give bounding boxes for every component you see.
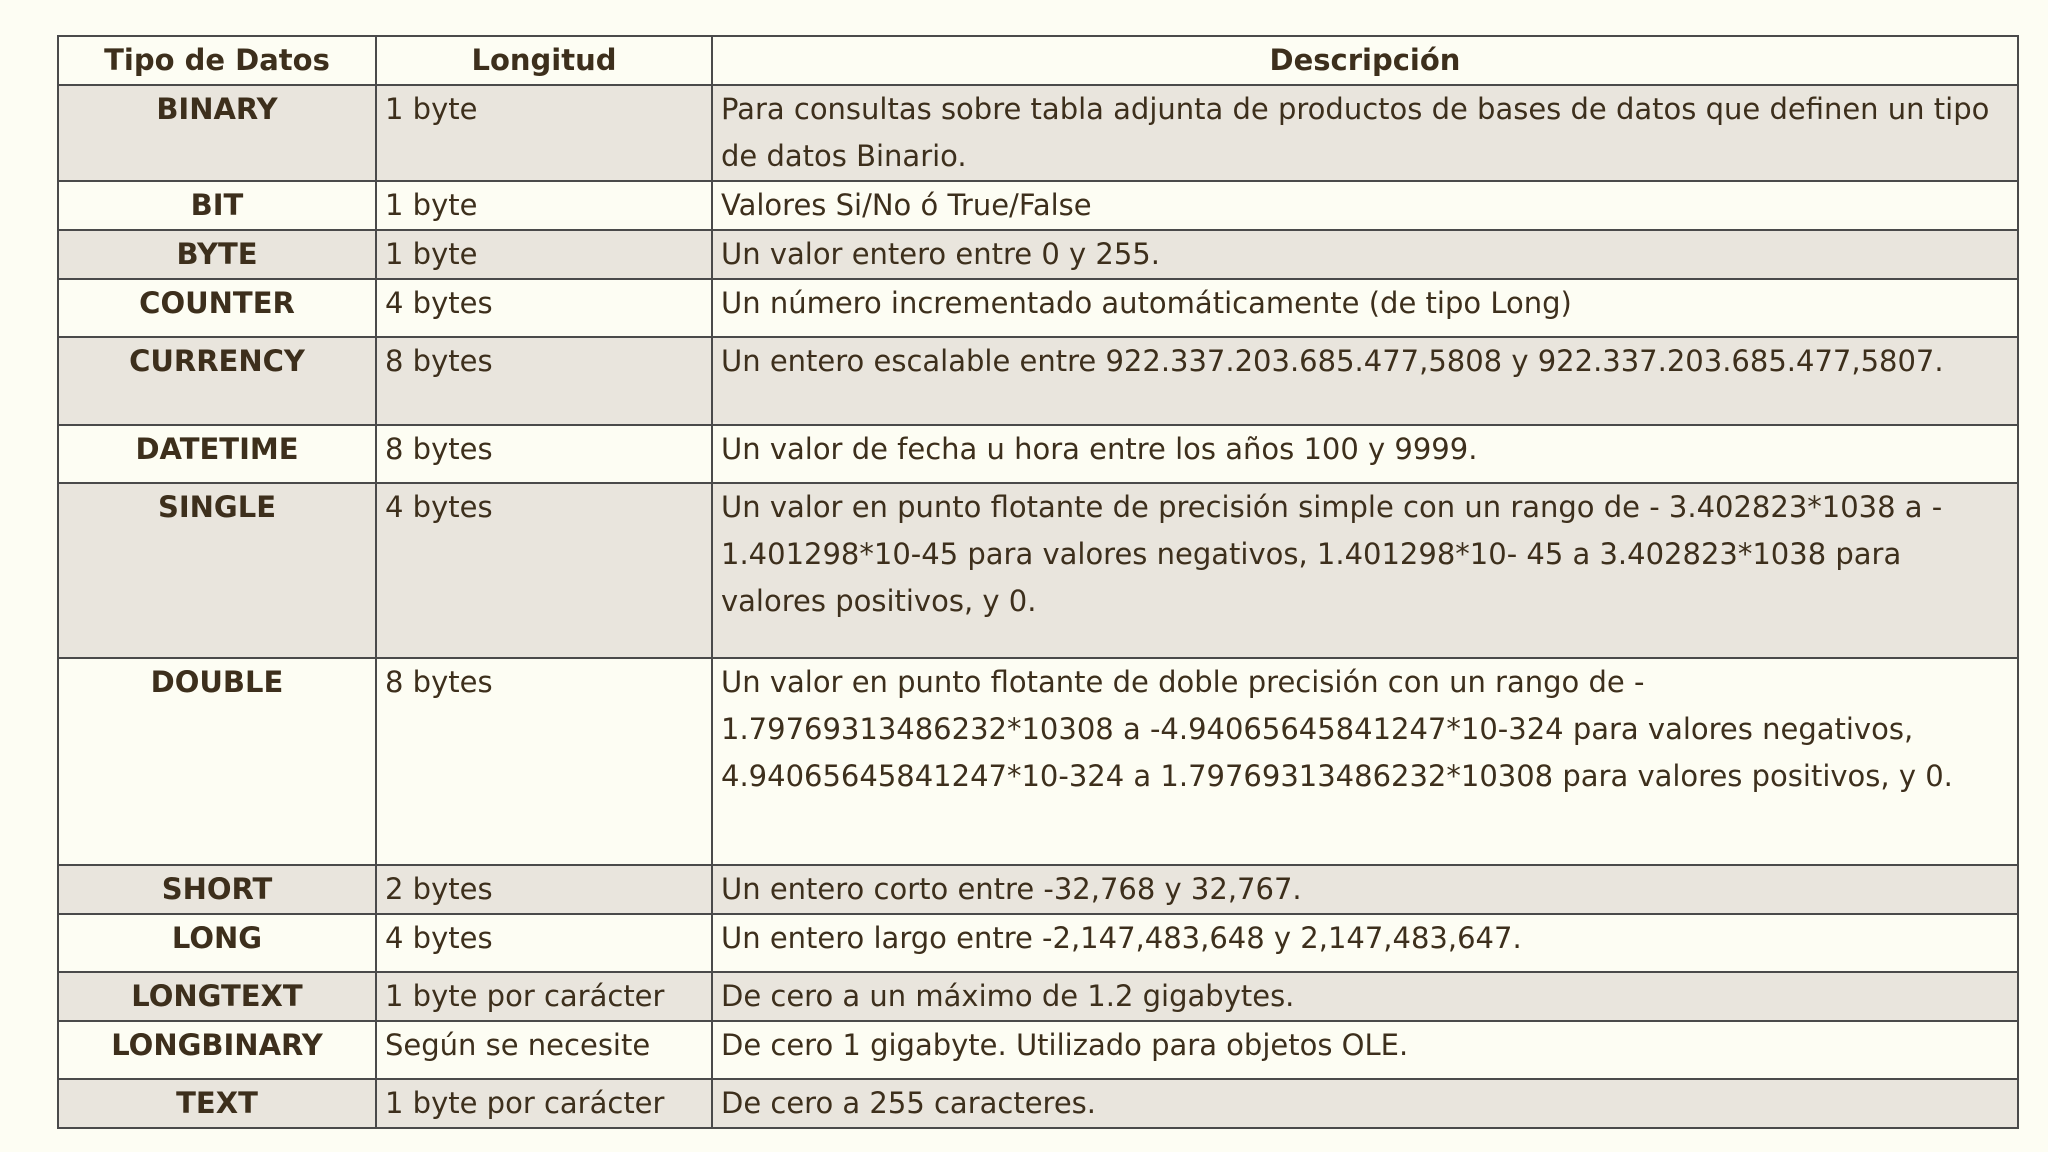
header-row	[58, 36, 2018, 85]
description-cell: Un valor en punto flotante de doble precisión con un rango de - 1.79769313486232*10308 a -4.94065645841247*10-324 para valores negativos, 4.94065645841247*10-324 a 1.79769313486232*10308 para valores positivos, y 0.	[712, 658, 2018, 865]
description-cell: De cero a un máximo de 1.2 gigabytes.	[712, 972, 2018, 1021]
table-row	[58, 658, 2018, 865]
table-row	[58, 972, 2018, 1021]
description-cell: Un valor de fecha u hora entre los años 100 y 9999.	[712, 425, 2018, 483]
length-cell: 8 bytes	[376, 337, 712, 425]
table-row	[58, 279, 2018, 337]
type-cell: DATETIME	[58, 425, 376, 483]
length-cell: 4 bytes	[376, 279, 712, 337]
description-cell: De cero 1 gigabyte. Utilizado para objetos OLE.	[712, 1021, 2018, 1079]
table-row	[58, 483, 2018, 658]
table-row	[58, 337, 2018, 425]
type-cell: BYTE	[58, 230, 376, 279]
description-cell: Para consultas sobre tabla adjunta de productos de bases de datos que definen un tipo de datos Binario.	[712, 85, 2018, 181]
table-row	[58, 914, 2018, 972]
length-cell: Según se necesite	[376, 1021, 712, 1079]
type-cell: BINARY	[58, 85, 376, 181]
type-cell: TEXT	[58, 1079, 376, 1128]
description-cell: Un número incrementado automáticamente (de tipo Long)	[712, 279, 2018, 337]
length-cell: 1 byte	[376, 85, 712, 181]
table-row	[58, 1079, 2018, 1128]
data-types-table	[57, 35, 2019, 1129]
length-cell: 1 byte	[376, 230, 712, 279]
length-cell: 4 bytes	[376, 483, 712, 658]
length-cell: 1 byte	[376, 181, 712, 230]
length-cell: 4 bytes	[376, 914, 712, 972]
type-cell: LONG	[58, 914, 376, 972]
type-cell: LONGTEXT	[58, 972, 376, 1021]
table-row	[58, 85, 2018, 181]
length-cell: 8 bytes	[376, 658, 712, 865]
description-cell: Un entero corto entre -32,768 y 32,767.	[712, 865, 2018, 914]
header-longitud: Longitud	[376, 36, 712, 85]
type-cell: COUNTER	[58, 279, 376, 337]
type-cell: DOUBLE	[58, 658, 376, 865]
type-cell: SINGLE	[58, 483, 376, 658]
length-cell: 2 bytes	[376, 865, 712, 914]
length-cell: 1 byte por carácter	[376, 972, 712, 1021]
header-descripcion: Descripción	[712, 36, 2018, 85]
description-cell: Un entero escalable entre 922.337.203.685.477,5808 y 922.337.203.685.477,5807.	[712, 337, 2018, 425]
table-row	[58, 425, 2018, 483]
type-cell: LONGBINARY	[58, 1021, 376, 1079]
description-cell: Un entero largo entre -2,147,483,648 y 2,147,483,647.	[712, 914, 2018, 972]
type-cell: CURRENCY	[58, 337, 376, 425]
description-cell: Valores Si/No ó True/False	[712, 181, 2018, 230]
table-row	[58, 1021, 2018, 1079]
length-cell: 1 byte por carácter	[376, 1079, 712, 1128]
length-cell: 8 bytes	[376, 425, 712, 483]
table-row	[58, 865, 2018, 914]
type-cell: BIT	[58, 181, 376, 230]
description-cell: De cero a 255 caracteres.	[712, 1079, 2018, 1128]
description-cell: Un valor en punto flotante de precisión simple con un rango de - 3.402823*1038 a - 1.401298*10-45 para valores negativos, 1.401298*10- 45 a 3.402823*1038 para valores positivos, y 0.	[712, 483, 2018, 658]
table-row	[58, 181, 2018, 230]
description-cell: Un valor entero entre 0 y 255.	[712, 230, 2018, 279]
table-row	[58, 230, 2018, 279]
type-cell: SHORT	[58, 865, 376, 914]
header-tipo-de-datos: Tipo de Datos	[58, 36, 376, 85]
